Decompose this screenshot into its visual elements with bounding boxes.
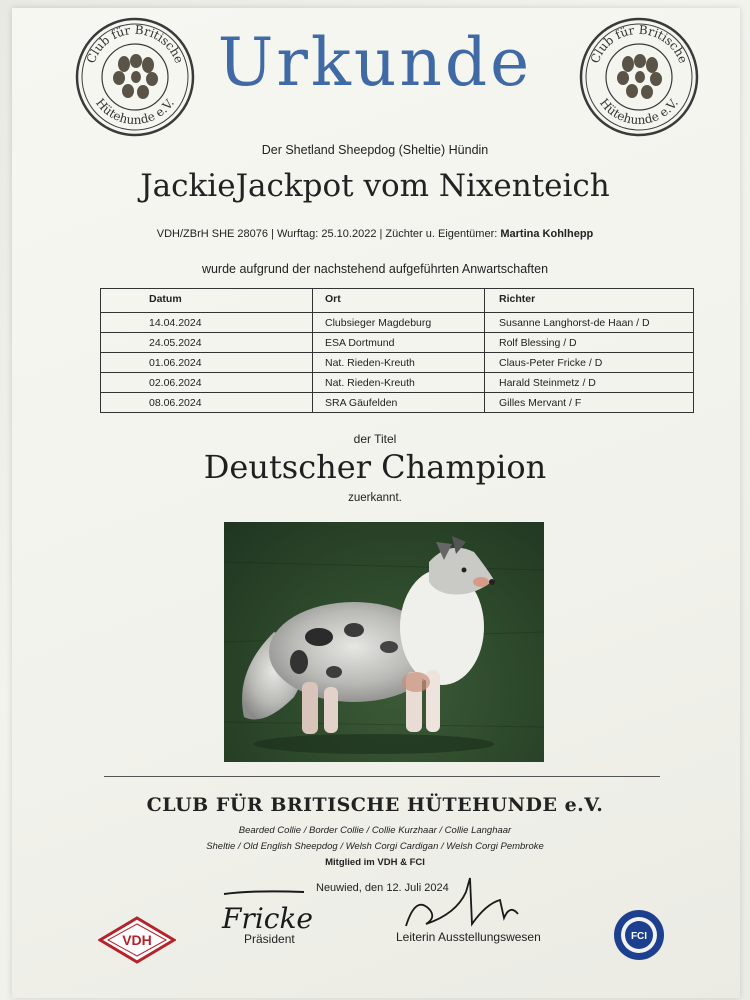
signature-president [214, 886, 334, 938]
svg-text:Club für Britische: Club für Britische [83, 22, 187, 66]
cell-judge: Susanne Langhorst-de Haan / D [485, 313, 694, 333]
president-label: Präsident [244, 932, 295, 946]
breeds-line-2: Sheltie / Old English Sheepdog / Welsh Corgi Cardigan / Welsh Corgi Pembroke [206, 841, 544, 852]
membership-text: Mitglied im VDH & FCI [325, 857, 425, 868]
table-row [101, 353, 694, 373]
svg-text:VDH: VDH [122, 932, 152, 948]
champion-title: Deutscher Champion [203, 448, 547, 486]
table-row [101, 333, 694, 353]
cell-judge: Claus-Peter Fricke / D [485, 353, 694, 373]
show-manager-label: Leiterin Ausstellungswesen [396, 930, 541, 944]
table-row [101, 313, 694, 333]
fci-logo [612, 908, 666, 962]
header-richter: Richter [485, 289, 694, 313]
svg-text:Club für Britische: Club für Britische [587, 22, 691, 66]
title-label: der Titel [353, 432, 397, 446]
svg-text:FCI: FCI [630, 931, 648, 942]
footer-divider [104, 776, 660, 777]
owner-name: Martina Kohlhepp [500, 228, 594, 240]
results-table [100, 288, 694, 413]
cell-judge: Rolf Blessing / D [485, 333, 694, 353]
svg-text:Hütehunde e.V.: Hütehunde e.V. [93, 95, 177, 128]
cell-place: Nat. Rieden-Kreuth [313, 353, 485, 373]
registration-details: VDH/ZBrH SHE 28076 | Wurftag: 25.10.2022 | Züchter u. Eigentümer: [156, 228, 498, 240]
table-header-row [101, 289, 694, 313]
header-ort: Ort [313, 289, 485, 313]
cell-place: Clubsieger Magdeburg [313, 313, 485, 333]
place-date: Neuwied, den 12. Juli 2024 [316, 882, 449, 894]
table-row [101, 393, 694, 413]
club-name: CLUB FÜR BRITISCHE HÜTEHUNDE e.V. [146, 794, 604, 816]
cell-date: 14.04.2024 [101, 313, 313, 333]
signature-show-manager [396, 874, 526, 936]
registration-info [0, 228, 750, 240]
cell-date: 02.06.2024 [101, 373, 313, 393]
svg-text:Fricke: Fricke [222, 902, 313, 935]
table-row [101, 373, 694, 393]
cell-place: ESA Dortmund [313, 333, 485, 353]
cell-date: 01.06.2024 [101, 353, 313, 373]
cell-judge: Gilles Mervant / F [485, 393, 694, 413]
cell-place: SRA Gäufelden [313, 393, 485, 413]
based-on-text: wurde aufgrund der nachstehend aufgeführten Anwartschaften [201, 262, 549, 276]
intro-text: Der Shetland Sheepdog (Sheltie) Hündin [261, 143, 489, 157]
cell-place: Nat. Rieden-Kreuth [313, 373, 485, 393]
breeds-line-1: Bearded Collie / Border Collie / Collie Kurzhaar / Collie Langhaar [238, 825, 512, 836]
dog-photo [224, 522, 544, 762]
svg-text:Hütehunde e.V.: Hütehunde e.V. [597, 95, 681, 128]
cell-date: 24.05.2024 [101, 333, 313, 353]
header-datum: Datum [101, 289, 313, 313]
certificate-title: Urkunde [217, 24, 533, 101]
awarded-text: zuerkannt. [348, 492, 402, 504]
dog-name: JackieJackpot vom Nixenteich [140, 168, 610, 204]
cell-date: 08.06.2024 [101, 393, 313, 413]
vdh-logo [98, 916, 176, 964]
cell-judge: Harald Steinmetz / D [485, 373, 694, 393]
